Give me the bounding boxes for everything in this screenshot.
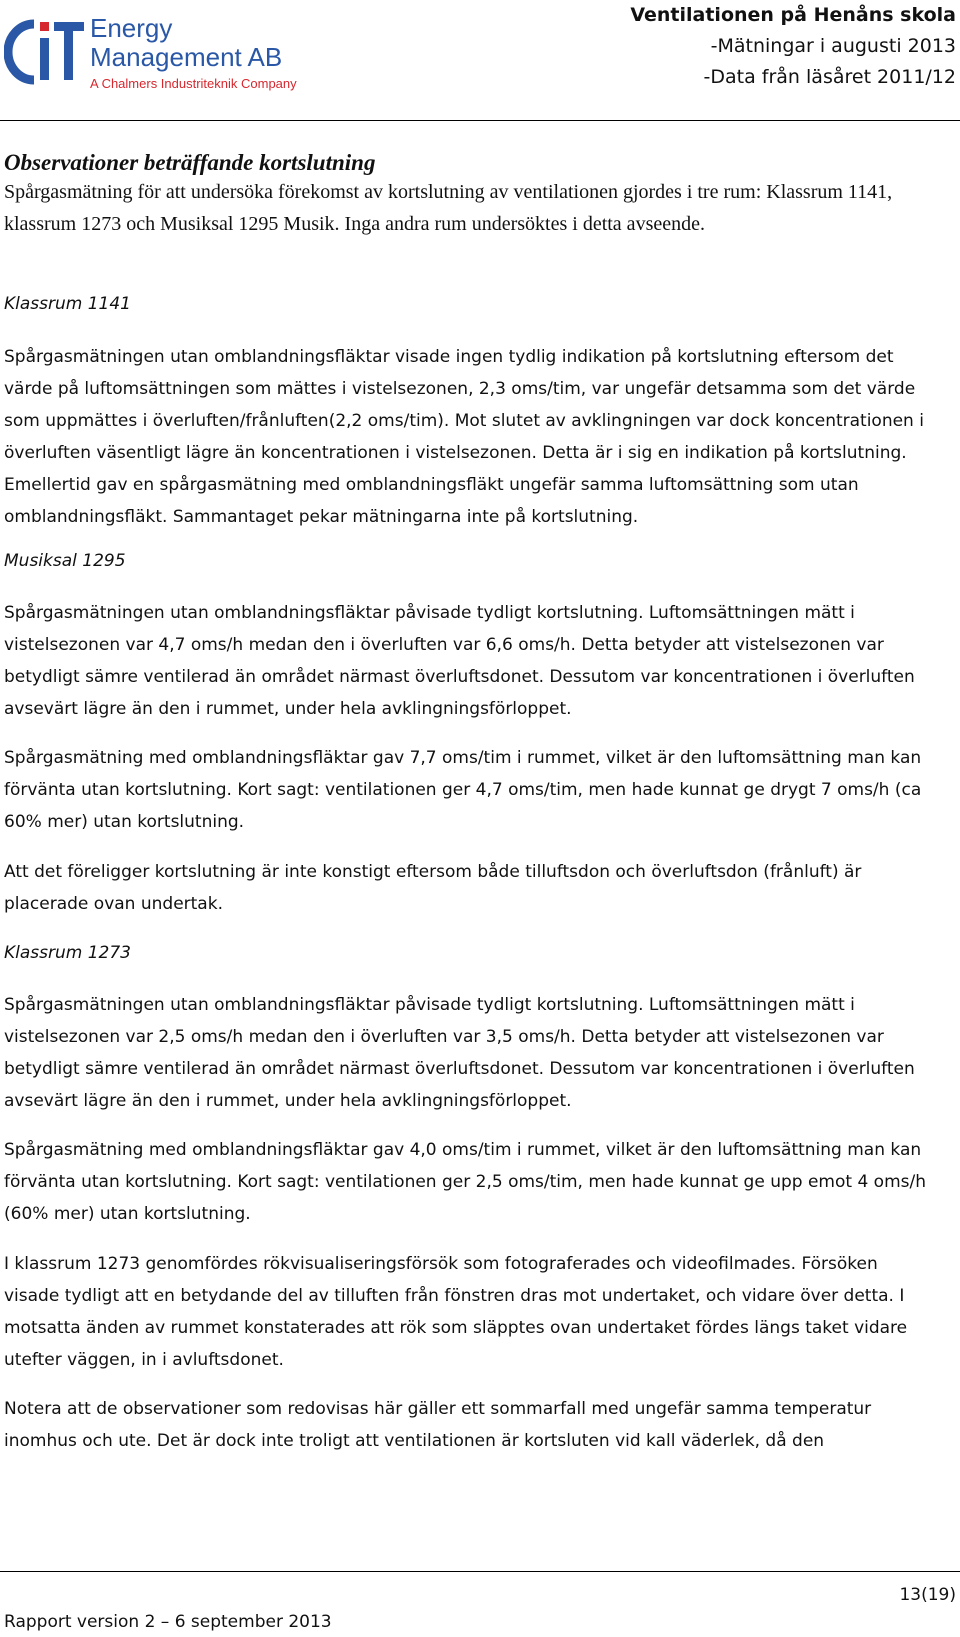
report-version: Rapport version 2 – 6 september 2013 [4, 1612, 332, 1632]
report-subtitle-1: -Mätningar i augusti 2013 [710, 35, 956, 57]
logo-name-line1: Energy [90, 13, 173, 43]
paragraph-klassrum-1273-2: Spårgasmätning med omblandningsfläktar gav 4,0 oms/tim i rummet, vilket är den luftomsättning man kan förvänta utan kortslutning. Kort sagt: ventilationen ger 2,5 oms/tim, men hade kunnat ge upp emot 4 oms/h (60% mer) utan kortslutning. [4, 1140, 926, 1224]
footer-divider [0, 1571, 960, 1572]
paragraph-klassrum-1273-3: I klassrum 1273 genomfördes rökvisualiseringsförsök som fotograferades och videofilmades. Försöken visade tydligt att en betydande del av tilluften från fönstren dras mot undertaket, och vidare över detta. I motsatta änden av rummet konstaterades att rök som släpptes ovan undertaket fördes längs taket vidare utefter väggen, in i avluftsdonet. [4, 1254, 908, 1370]
cit-logo-icon [4, 16, 86, 88]
logo-tagline: A Chalmers Industriteknik Company [90, 76, 297, 91]
company-logo [4, 12, 304, 96]
header-divider [0, 120, 960, 121]
logo-company-name [90, 14, 282, 72]
logo-name-line2: Management AB [90, 42, 283, 72]
intro-paragraph: Spårgasmätning för att undersöka förekomst av kortslutning av ventilationen gjordes i tre rum: Klassrum 1141, klassrum 1273 och Musiksal 1295 Musik. Inga andra rum undersöktes i detta avseende. [4, 181, 893, 235]
paragraph-musiksal-3: Att det föreligger kortslutning är inte konstigt eftersom både tilluftsdon och överluftsdon (frånluft) är placerade ovan undertak. [4, 862, 862, 914]
header-title-block [630, 0, 956, 93]
heading-musiksal-1295: Musiksal 1295 [4, 551, 126, 571]
heading-klassrum-1273: Klassrum 1273 [4, 943, 131, 963]
report-title: Ventilationen på Henåns skola [630, 4, 956, 26]
paragraph-klassrum-1141: Spårgasmätningen utan omblandningsfläktar visade ingen tydlig indikation på kortslutning eftersom det värde på luftomsättningen som mättes i vistelsezonen, 2,3 oms/tim, var ungefär detsamma som det värde som uppmättes i överluften/frånluften(2,2 oms/tim). Mot slutet av avklingningen var dock koncentrationen i överluften väsentligt lägre än koncentrationen i vistelsezonen. Detta är i sig en indikation på kortslutning. Emellertid gav en spårgasmätning med omblandningsfläkt ungefär samma luftomsättning som utan omblandningsfläkt. Sammantaget pekar mätningarna inte på kortslutning. [4, 347, 924, 527]
report-subtitle-2: -Data från läsåret 2011/12 [703, 66, 956, 88]
paragraph-klassrum-1273-1: Spårgasmätningen utan omblandningsfläktar påvisade tydligt kortslutning. Luftomsättningen mätt i vistelsezonen var 2,5 oms/h medan den i överluften var 3,5 oms/h. Detta betyder att vistelsezonen var betydligt sämre ventilerad än området närmast överluftsdonet. Dessutom var koncentrationen i överluften avsevärt lägre än den i rummet, under hela avklingningsförloppet. [4, 995, 915, 1111]
heading-klassrum-1141: Klassrum 1141 [4, 294, 131, 314]
page-number: 13(19) [899, 1585, 956, 1605]
paragraph-musiksal-2: Spårgasmätning med omblandningsfläktar gav 7,7 oms/tim i rummet, vilket är den luftomsättning man kan förvänta utan kortslutning. Kort sagt: ventilationen ger 4,7 oms/tim, men hade kunnat ge drygt 7 oms/h (ca 60% mer) utan kortslutning. [4, 748, 922, 832]
paragraph-musiksal-1: Spårgasmätningen utan omblandningsfläktar påvisade tydligt kortslutning. Luftomsättningen mätt i vistelsezonen var 4,7 oms/h medan den i överluften var 6,6 oms/h. Detta betyder att vistelsezonen var betydligt sämre ventilerad än området närmast överluftsdonet. Dessutom var koncentrationen i överluften avsevärt lägre än den i rummet, under hela avklingningsförloppet. [4, 603, 915, 719]
section-title: Observationer beträffande kortslutning [4, 150, 376, 175]
paragraph-klassrum-1273-4: Notera att de observationer som redovisas här gäller ett sommarfall med ungefär samma temperatur inomhus och ute. Det är dock inte troligt att ventilationen är kortsluten vid kall väderlek, då den [4, 1399, 872, 1451]
